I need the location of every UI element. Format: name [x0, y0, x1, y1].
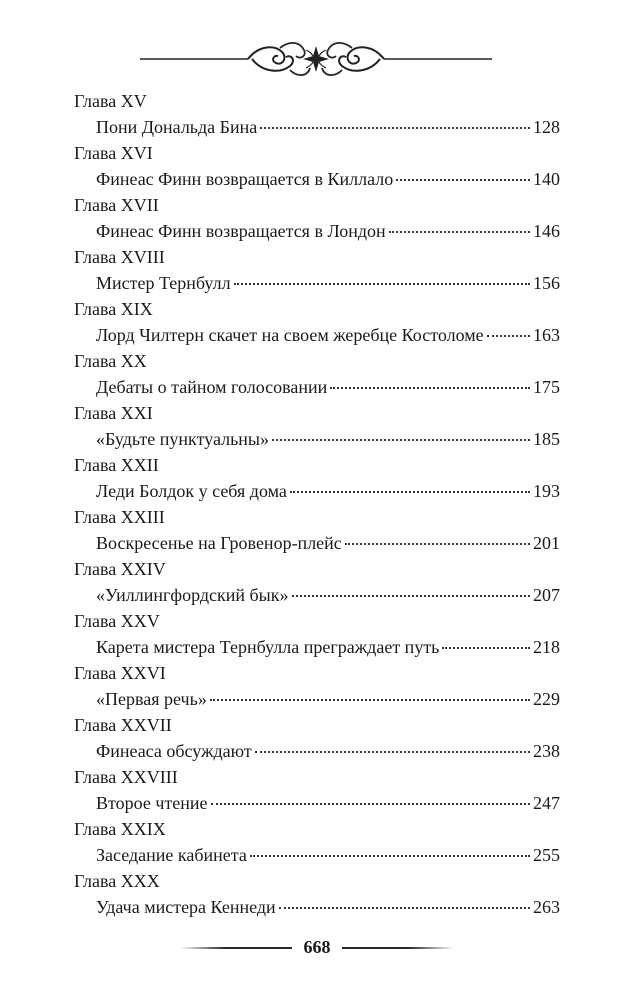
chapter-line [96, 115, 560, 139]
chapter-line [96, 635, 560, 659]
chapter-line [96, 843, 560, 867]
dot-leader [345, 543, 530, 545]
dot-leader [389, 231, 530, 233]
chapter-line [96, 583, 560, 607]
chapter-heading: Глава XXVII [74, 715, 172, 735]
chapter-line [96, 479, 560, 503]
toc-entry[interactable] [0, 816, 631, 868]
chapter-line [96, 271, 560, 295]
chapter-page-number: 156 [533, 273, 560, 293]
chapter-line [96, 791, 560, 815]
chapter-line [96, 323, 560, 347]
toc-entry[interactable] [0, 400, 631, 452]
dot-leader [234, 283, 530, 285]
toc-entry[interactable] [0, 660, 631, 712]
chapter-page-number: 185 [533, 429, 560, 449]
toc-entry[interactable] [0, 504, 631, 556]
chapter-heading: Глава XXI [74, 403, 153, 423]
dot-leader [487, 335, 530, 337]
chapter-page-number: 201 [533, 533, 560, 553]
chapter-title: Дебаты о тайном голосовании [96, 377, 328, 397]
toc-entry[interactable] [0, 712, 631, 764]
chapter-page-number: 146 [533, 221, 560, 241]
toc-entry[interactable] [0, 556, 631, 608]
chapter-title: Финеас Финн возвращается в Лондон [96, 221, 386, 241]
chapter-heading: Глава XXII [74, 455, 159, 475]
chapter-page-number: 193 [533, 481, 560, 501]
dot-leader [250, 855, 530, 857]
dot-leader [396, 179, 530, 181]
chapter-title: Финеаса обсуждают [96, 741, 252, 761]
toc-entry[interactable] [0, 452, 631, 504]
footer-rule [342, 947, 454, 949]
dot-leader [272, 439, 530, 441]
toc-entry[interactable] [0, 244, 631, 296]
chapter-line [96, 375, 560, 399]
chapter-heading: Глава XXX [74, 871, 160, 891]
chapter-heading: Глава XXIII [74, 507, 165, 527]
chapter-title: Лорд Чилтерн скачет на своем жеребце Костоломе [96, 325, 484, 345]
chapter-page-number: 175 [533, 377, 560, 397]
table-of-contents [0, 88, 631, 920]
chapter-page-number: 247 [533, 793, 560, 813]
toc-entry[interactable] [0, 348, 631, 400]
chapter-heading: Глава XVIII [74, 247, 165, 267]
header-ornament-icon [140, 36, 492, 82]
chapter-heading: Глава XIX [74, 299, 153, 319]
dot-leader [279, 907, 530, 909]
chapter-page-number: 128 [533, 117, 560, 137]
chapter-heading: Глава XXIV [74, 559, 166, 579]
chapter-heading: Глава XV [74, 91, 147, 111]
chapter-line [96, 427, 560, 451]
toc-entry[interactable] [0, 192, 631, 244]
chapter-title: Карета мистера Тернбулла преграждает путь [96, 637, 440, 657]
chapter-heading: Глава XVII [74, 195, 159, 215]
toc-entry[interactable] [0, 868, 631, 920]
dot-leader [330, 387, 530, 389]
chapter-page-number: 229 [533, 689, 560, 709]
chapter-heading: Глава XXIX [74, 819, 166, 839]
dot-leader [211, 803, 530, 805]
page-footer [0, 932, 631, 962]
chapter-title: «Уиллингфордский бык» [96, 585, 289, 605]
chapter-title: «Будьте пунктуальны» [96, 429, 270, 449]
toc-entry[interactable] [0, 608, 631, 660]
chapter-line [96, 895, 560, 919]
dot-leader [290, 491, 530, 493]
chapter-title: Удача мистера Кеннеди [96, 897, 276, 917]
chapter-line [96, 739, 560, 763]
toc-entry[interactable] [0, 140, 631, 192]
chapter-page-number: 163 [533, 325, 560, 345]
chapter-page-number: 263 [533, 897, 560, 917]
chapter-title: Второе чтение [96, 793, 208, 813]
chapter-page-number: 207 [533, 585, 560, 605]
dot-leader [442, 647, 530, 649]
page-number: 668 [303, 937, 331, 957]
toc-entry[interactable] [0, 296, 631, 348]
chapter-line [96, 167, 560, 191]
dot-leader [292, 595, 531, 597]
toc-entry[interactable] [0, 88, 631, 140]
chapter-page-number: 218 [533, 637, 560, 657]
chapter-heading: Глава XX [74, 351, 147, 371]
dot-leader [260, 127, 530, 129]
chapter-page-number: 140 [533, 169, 560, 189]
footer-rule [180, 947, 292, 949]
chapter-heading: Глава XXV [74, 611, 160, 631]
chapter-heading: Глава XVI [74, 143, 153, 163]
toc-entry[interactable] [0, 764, 631, 816]
chapter-line [96, 687, 560, 711]
chapter-heading: Глава XXVI [74, 663, 166, 683]
chapter-title: Воскресенье на Гровенор-плейс [96, 533, 342, 553]
chapter-heading: Глава XXVIII [74, 767, 178, 787]
chapter-page-number: 255 [533, 845, 560, 865]
chapter-title: Леди Болдок у себя дома [96, 481, 287, 501]
chapter-title: Заседание кабинета [96, 845, 247, 865]
chapter-title: Мистер Тернбулл [96, 273, 231, 293]
chapter-title: Финеас Финн возвращается в Киллало [96, 169, 394, 189]
chapter-title: Пони Дональда Бина [96, 117, 258, 137]
chapter-line [96, 219, 560, 243]
chapter-page-number: 238 [533, 741, 560, 761]
chapter-line [96, 531, 560, 555]
dot-leader [210, 699, 530, 701]
dot-leader [255, 751, 530, 753]
chapter-title: «Первая речь» [96, 689, 207, 709]
